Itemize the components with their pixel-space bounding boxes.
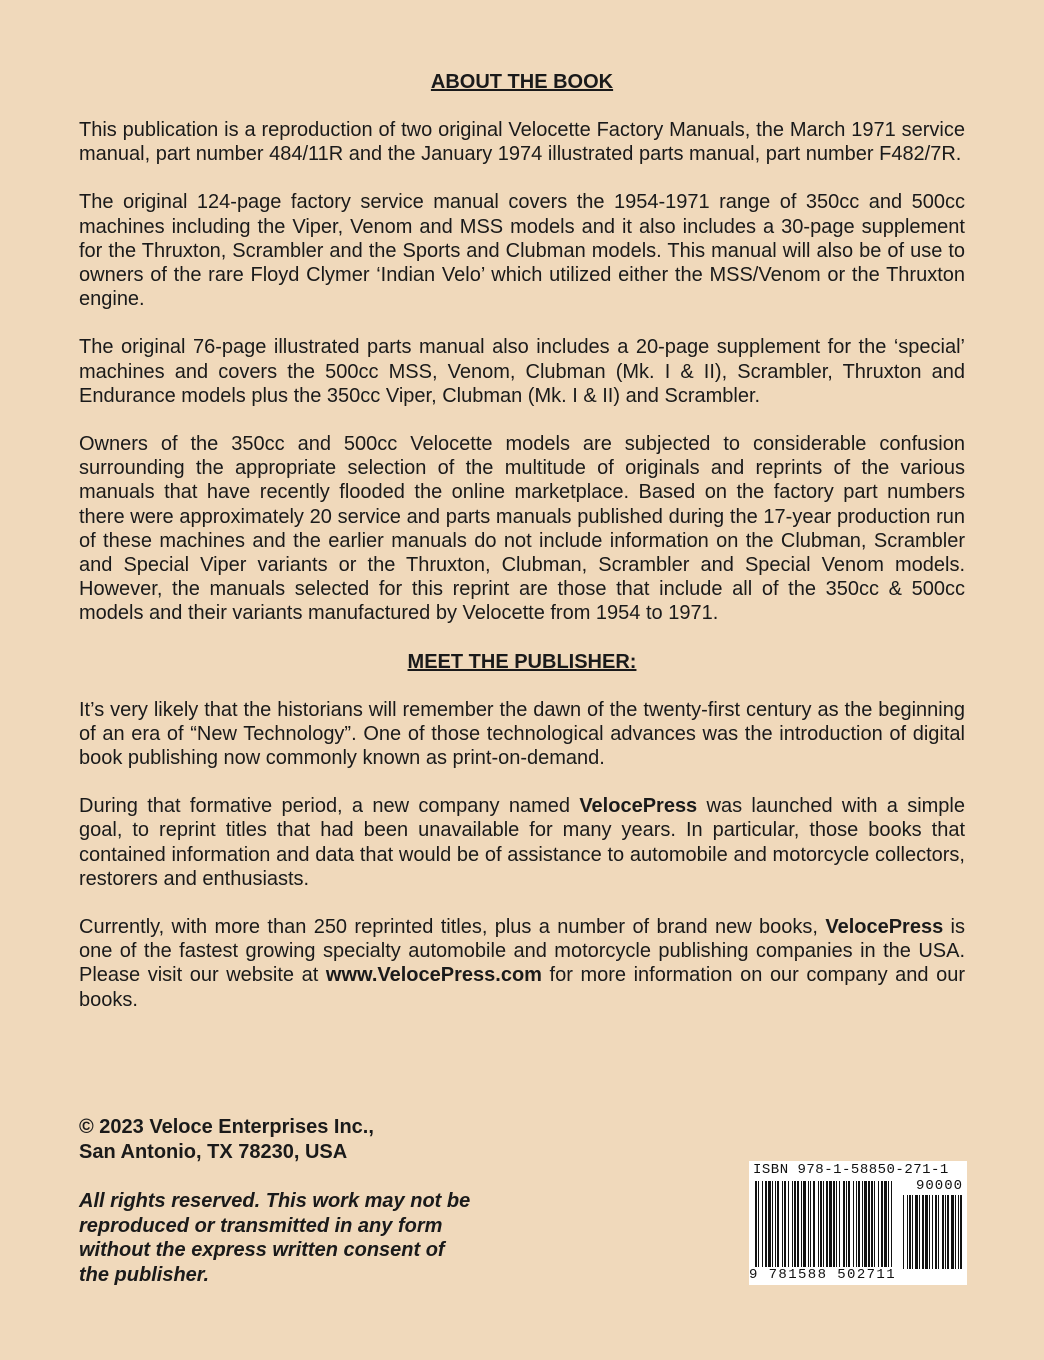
copyright-line-2: San Antonio, TX 78230, USA [79,1140,348,1163]
barcode-bar [775,1181,776,1269]
publisher-p3-text-a: Currently, with more than 250 reprinted titles, plus a number of brand new books, [79,916,826,939]
barcode-bar [758,1181,759,1269]
barcode-bar [768,1181,771,1269]
barcode-bar [925,1195,928,1269]
barcode-bar [765,1181,767,1269]
barcode-bar [777,1181,779,1269]
barcode-bar [820,1181,822,1269]
barcode-bar [808,1181,809,1269]
about-paragraph-3: The original 76-page illustrated parts manual also includes a 20-page supplement for the ‘special’ machines and covers the 500cc MSS, Venom, Clubman (Mk. I & II), Scrambler, Thruxton and Endurance models plus the 350cc Viper, Clubman (Mk. I & II) and Scrambler. [79,336,965,407]
barcode-bar [915,1195,918,1269]
barcode-bar [909,1195,911,1269]
publisher-p3-text-b: is one of the fastest growing specialty automobile and motorcycle publishing companies in the USA. Please visit our website at [79,916,966,987]
barcode-bar [839,1181,840,1269]
publisher-brand: VelocePress [825,916,944,939]
about-paragraph-2: The original 124-page factory service manual covers the 1954-1971 range of 350cc and 500cc machines including the Viper, Venom and MSS models and it also includes a 30-page supplement for the Thruxton, Scrambler and the Sports and Clubman models. This manual will also be of use to owners of the rare Floyd Clymer ‘Indian Velo’ which utilized either the MSS/Venom or the Thruxton engine. [79,191,965,311]
barcode-bar [801,1181,802,1269]
about-paragraph-4: Owners of the 350cc and 500cc Velocette models are subjected to considerable confusion surrounding the appropriate selection of the multitude of originals and reprints of the various manuals that have recently flooded the online marketplace. Based on the factory part numbers there were approximately 20 service and parts manuals published during the 17-year production run of these machines and the earlier manuals do not include information on the Clubman, Scrambler and Special Viper variants or the Thruxton, Clubman, Scrambler and Special Venom models. However, the manuals selected for this reprint are those that include all of the 350cc & 500cc models and their variants manufactured by Velocette from 1954 to 1971. [79,433,965,625]
barcode-bar [932,1195,933,1269]
barcode-bar [929,1195,930,1269]
barcode-bar [881,1181,883,1269]
copyright-line-1: © 2023 Veloce Enterprises Inc., [79,1116,374,1138]
barcode-bar [788,1181,789,1269]
barcode-bar [762,1181,763,1269]
barcode-bar [938,1195,939,1269]
publisher-p2-text-a: During that formative period, a new company named [79,795,580,818]
barcode-bar [853,1181,854,1269]
copyright-notice [79,1115,374,1164]
barcode-bar [856,1181,857,1269]
barcode-bar [922,1195,924,1269]
publisher-paragraph-2 [79,794,965,891]
barcode-bar [951,1195,954,1269]
barcode-bar [862,1181,863,1269]
barcode-bar [823,1181,824,1269]
barcode-bar [907,1195,908,1269]
publisher-p3-text-c: for more information on our company and our books. [79,964,966,1011]
isbn-barcode [749,1161,967,1285]
barcode-bar [878,1181,879,1269]
about-heading: ABOUT THE BOOK [430,71,614,93]
publisher-paragraph-1: It’s very likely that the historians will remember the dawn of the twenty-first century as the beginning of an era of “New Technology”. One of those technological advances was the introduction of digital book publishing now commonly known as print-on-demand. [79,698,965,770]
barcode-bar [955,1195,956,1269]
barcode-bar [818,1181,819,1269]
publisher-brand: VelocePress [579,795,698,818]
barcode-bar [868,1181,870,1269]
barcode-bar [848,1181,850,1269]
barcode-bar [858,1181,860,1269]
barcode-bar [826,1181,828,1269]
barcode-bar [843,1181,845,1269]
barcode-bar [884,1181,887,1269]
barcode-bar [903,1195,904,1269]
barcode-bar [836,1181,837,1269]
barcode-bar [864,1181,867,1269]
barcode-bar [888,1181,889,1269]
barcode-bar [803,1181,806,1269]
isbn-label: ISBN 978-1-58850-271-1 [753,1162,949,1178]
barcode-bar [772,1181,773,1269]
barcode-bar [871,1181,873,1269]
barcode-bar [942,1195,944,1269]
price-code: 90000 [915,1178,963,1194]
barcode-bar [792,1181,793,1269]
barcode-bar [945,1195,946,1269]
barcode-bar [947,1195,949,1269]
barcode-bar [846,1181,847,1269]
barcode-bar [912,1195,913,1269]
about-paragraph-1: This publication is a reproduction of two original Velocette Factory Manuals, the March 1971 service manual, part number 484/11R and the January 1974 illustrated parts manual, part number F482/7R. [79,119,965,166]
barcode-bar [874,1181,875,1269]
ean-number: 9 781588 502711 [749,1267,897,1283]
barcode-bar [891,1181,892,1269]
barcode-bar [794,1181,796,1269]
barcode-bar [960,1195,962,1269]
barcode-bar [935,1195,937,1269]
rights-notice: All rights reserved. This work may not be reproduced or transmitted in any form without the express written consent of the publisher. [79,1190,471,1286]
publisher-heading: MEET THE PUBLISHER: [407,650,637,673]
barcode-bar [919,1195,920,1269]
barcode-bar [755,1181,757,1269]
barcode-bar [810,1181,811,1269]
barcode-bars [753,1181,963,1269]
publisher-p2-text-b: was launched with a simple goal, to reprint titles that had been unavailable for many years. In particular, those books that contained information and data that would be of assistance to automobile and motorcycle collectors, restorers and enthusiasts. [79,795,965,890]
back-cover-text [79,70,965,1036]
barcode-bar [829,1181,832,1269]
barcode-bar [782,1181,783,1269]
barcode-bar [833,1181,835,1269]
barcode-bar [813,1181,815,1269]
publisher-website: www.VelocePress.com [325,964,542,987]
publisher-paragraph-3 [79,915,965,1012]
barcode-bar [784,1181,786,1269]
barcode-bar [797,1181,799,1269]
barcode-bar [958,1195,959,1269]
